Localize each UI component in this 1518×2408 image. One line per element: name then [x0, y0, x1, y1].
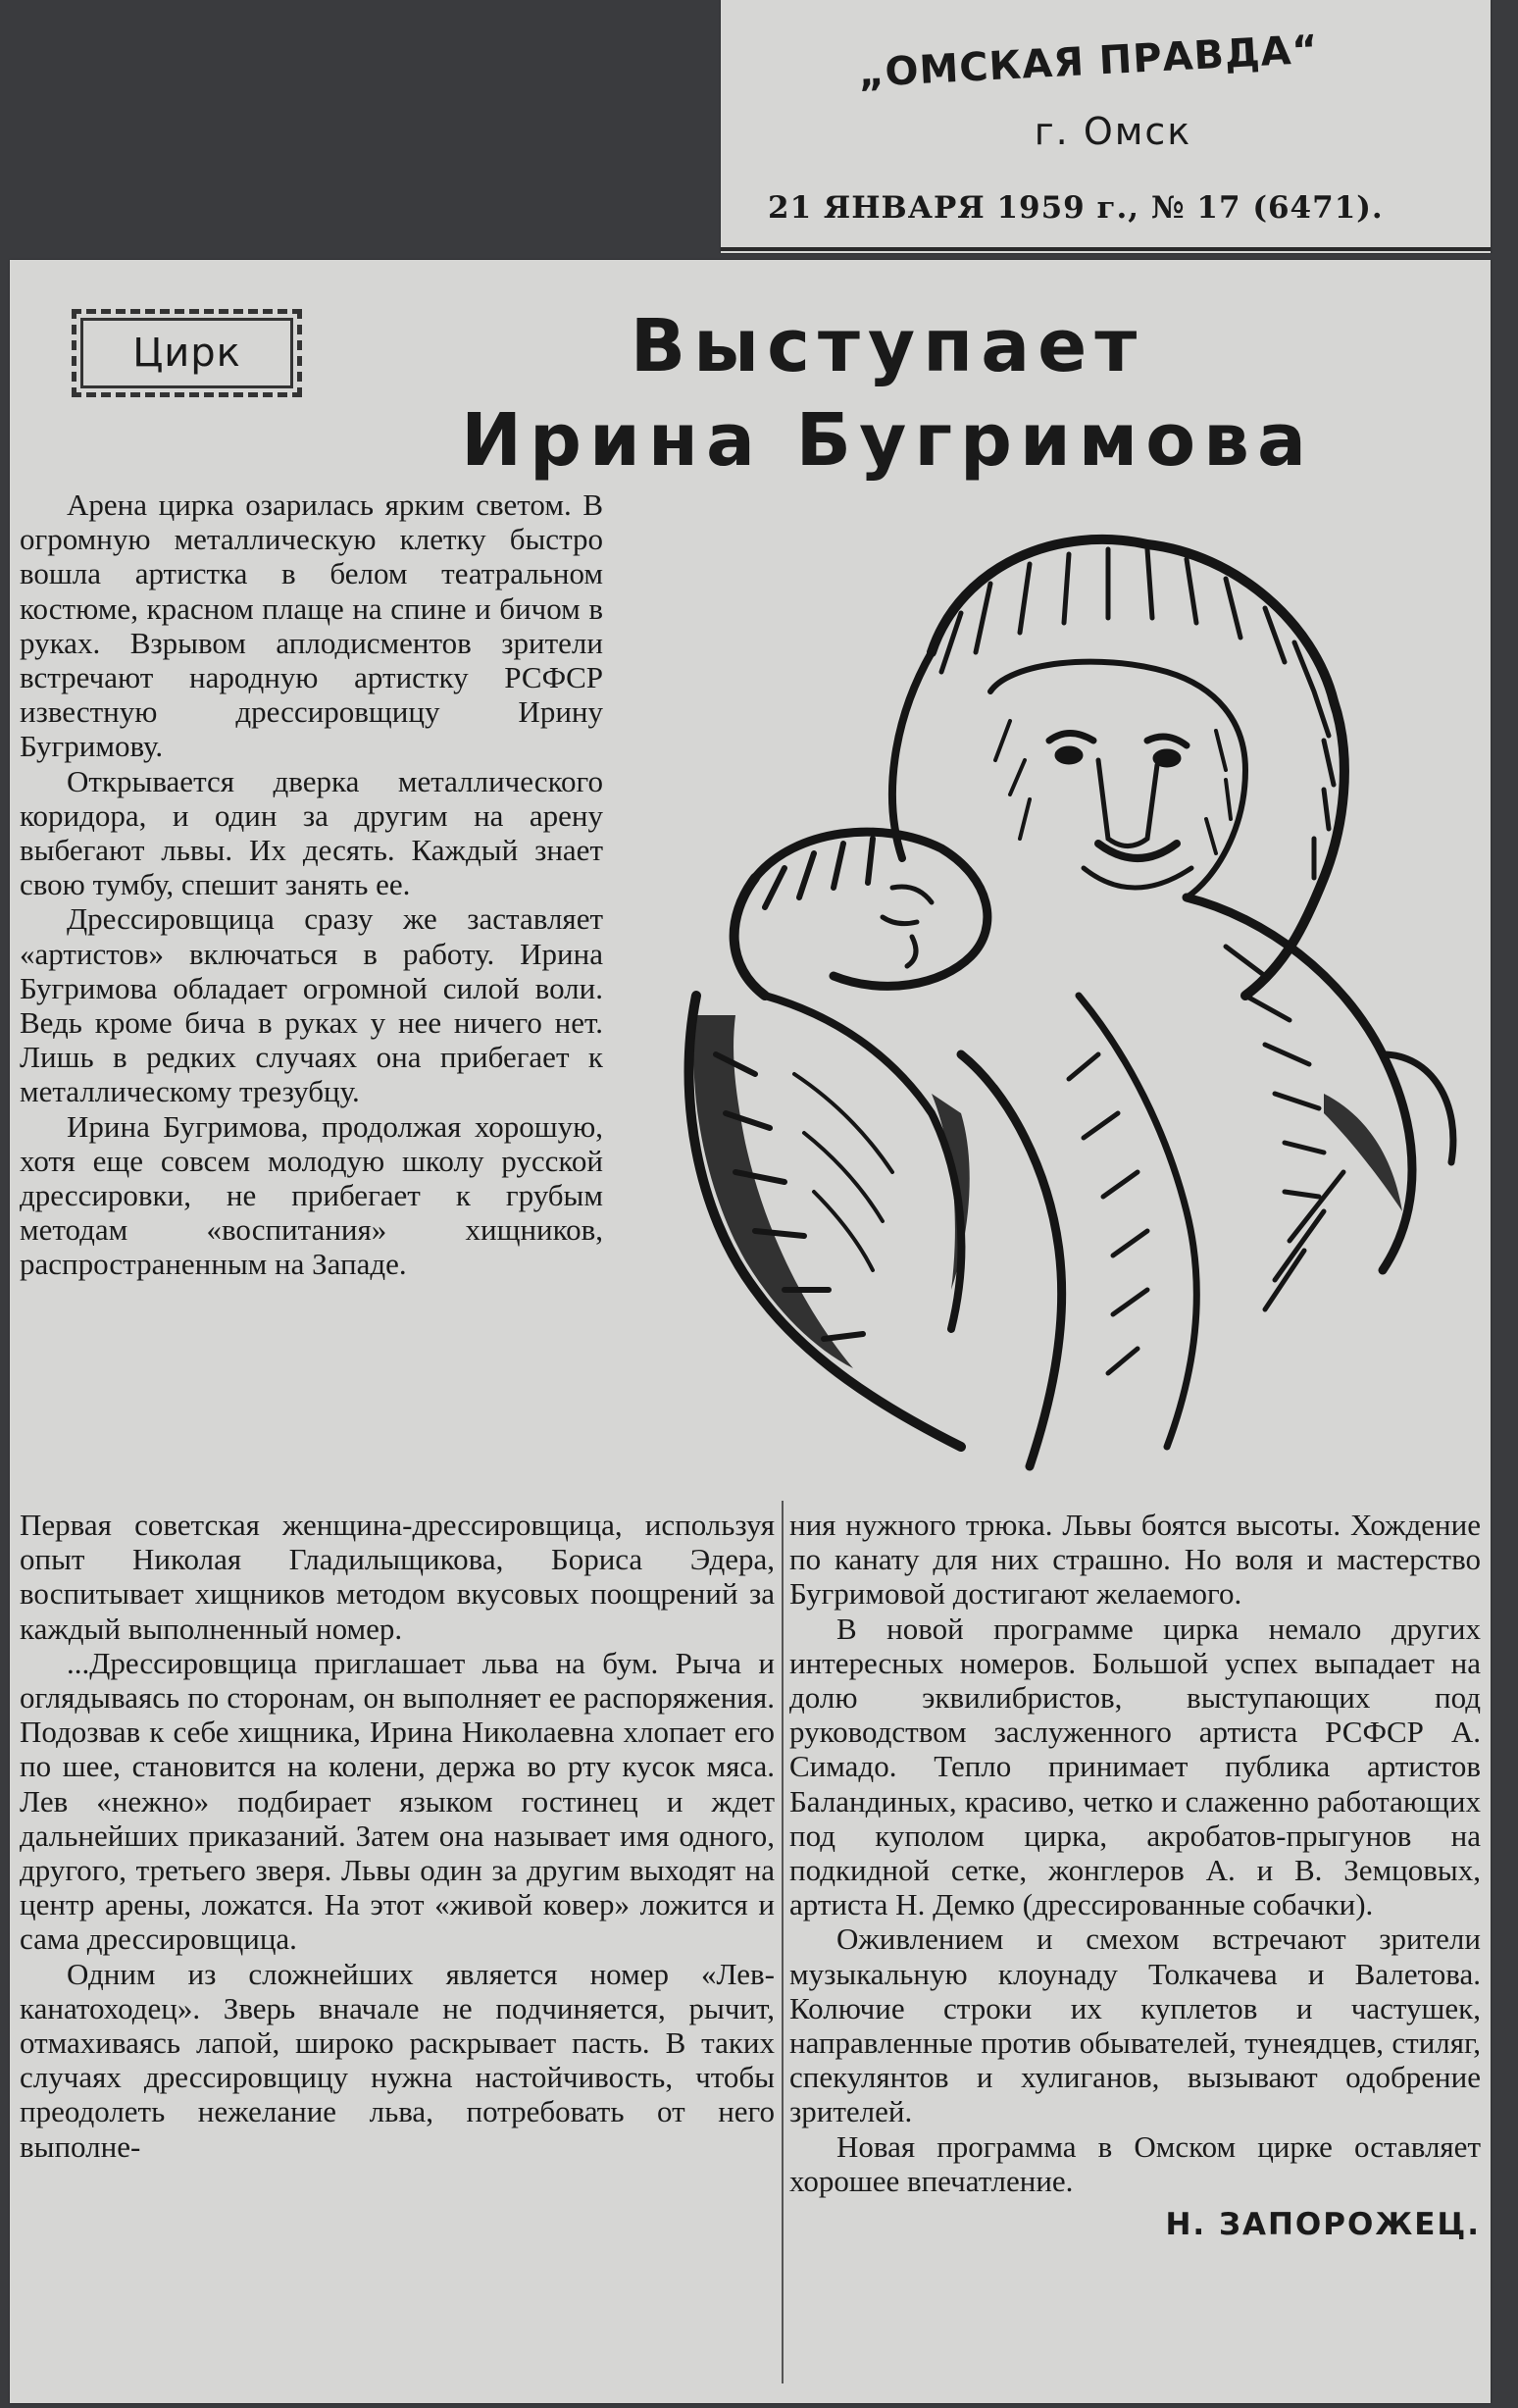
- lion-and-woman-drawing-icon: [637, 505, 1481, 1491]
- newspaper-city: г. Омск: [1034, 110, 1192, 153]
- paragraph: Ирина Бугримова, продолжая хорошую, хотя еще совсем молодую школу русской дрессировки, не прибегает к грубым методам «воспитания» хищников, распространенным на Западе.: [20, 1108, 603, 1282]
- headline-line-2: Ирина Бугримова: [461, 398, 1314, 483]
- paragraph: Открывается дверка металлического коридора, и один за другим на арену выбегают львы. Их десять. Каждый знает свою тумбу, спешит занять ее.: [20, 763, 603, 902]
- column-divider: [782, 1501, 784, 2383]
- text-column-right: [789, 1508, 1481, 2242]
- rubric-label: Цирк: [72, 309, 302, 397]
- masthead-rule: [721, 247, 1491, 251]
- paragraph: Новая программа в Омском цирке оставляет хорошее впечатление.: [789, 2128, 1481, 2198]
- text-column-left-lower: [20, 1508, 775, 2164]
- paragraph: Дрессировщица сразу же заставляет «артистов» включаться в работу. Ирина Бугримова обладает огромной силой воли. Ведь кроме бича в руках у нее ничего нет. Лишь в редких случаях она прибегает к металлическому трезубцу.: [20, 901, 603, 1109]
- author-signature: Н. ЗАПОРОЖЕЦ.: [1165, 2207, 1481, 2243]
- paragraph: ...Дрессировщица приглашает льва на бум. Рыча и оглядываясь по сторонам, он выполняет ее распоряжения. Подозвав к себе хищника, Ирина Николаевна хлопает его по шее, становится на колени, держа во рту кусок мяса. Лев «нежно» подбирает языком гостинец и ждет дальнейших приказаний. Затем она называет имя одного, другого, третьего зверя. Львы один за другим выходят на центр арены, ложатся. На этот «живой ковер» ложится и сама дрессировщица.: [20, 1645, 775, 1957]
- article-headline: [324, 299, 1451, 487]
- issue-date: 21 ЯНВАРЯ 1959 г., № 17 (6471).: [768, 190, 1384, 226]
- text-column-left-upper: [20, 487, 603, 1282]
- article-clipping: [10, 260, 1491, 2403]
- headline-line-1: Выступает: [630, 304, 1145, 388]
- paragraph: В новой программе цирка немало других интересных номеров. Большой успех выпадает на долю эквилибристов, выступающих под руководством заслуженного артиста РСФСР А. Симадо. Тепло принимает публика артистов Баландиных, красиво, четко и слаженно работающих под куполом цирка, акробатов-прыгунов на подкидной сетке, жонглеров А. и В. Земцовых, артиста Н. Демко (дрессированные собачки).: [789, 1611, 1481, 1922]
- masthead-clipping: [721, 0, 1491, 253]
- paragraph: ния нужного трюка. Львы боятся высоты. Хождение по канату для них страшно. Но воля и мастерство Бугримовой достигают желаемого.: [789, 1508, 1481, 1612]
- paragraph: Оживлением и смехом встречают зрители музыкальную клоунаду Толкачева и Валетова. Колючие строки их куплетов и частушек, направленные против обывателей, тунеядцев, стиляг, спекулянтов и хулиганов, вызывают одобрение зрителей.: [789, 1921, 1481, 2129]
- paragraph: Первая советская женщина-дрессировщица, используя опыт Николая Гладилыщикова, Бориса Эдера, воспитывает хищников методом вкусовых поощрений за каждый выполненный номер.: [20, 1508, 775, 1646]
- paragraph: Арена цирка озарилась ярким светом. В огромную металлическую клетку быстро вошла артистка в белом театральном костюме, красном плаще на спине и бичом в руках. Взрывом аплодисментов зрители встречают народную артистку РСФСР известную дрессировщицу Ирину Бугримову.: [20, 487, 603, 764]
- paragraph: Одним из сложнейших является номер «Лев-канатоходец». Зверь вначале не подчиняется, рычит, отмахиваясь лапой, широко раскрывает пасть. В таких случаях дрессировщицу нужна настойчивость, чтобы преодолеть нежелание льва, потребовать от него выполне-: [20, 1956, 775, 2164]
- newspaper-name: „ОМСКАЯ ПРАВДА“: [857, 26, 1320, 97]
